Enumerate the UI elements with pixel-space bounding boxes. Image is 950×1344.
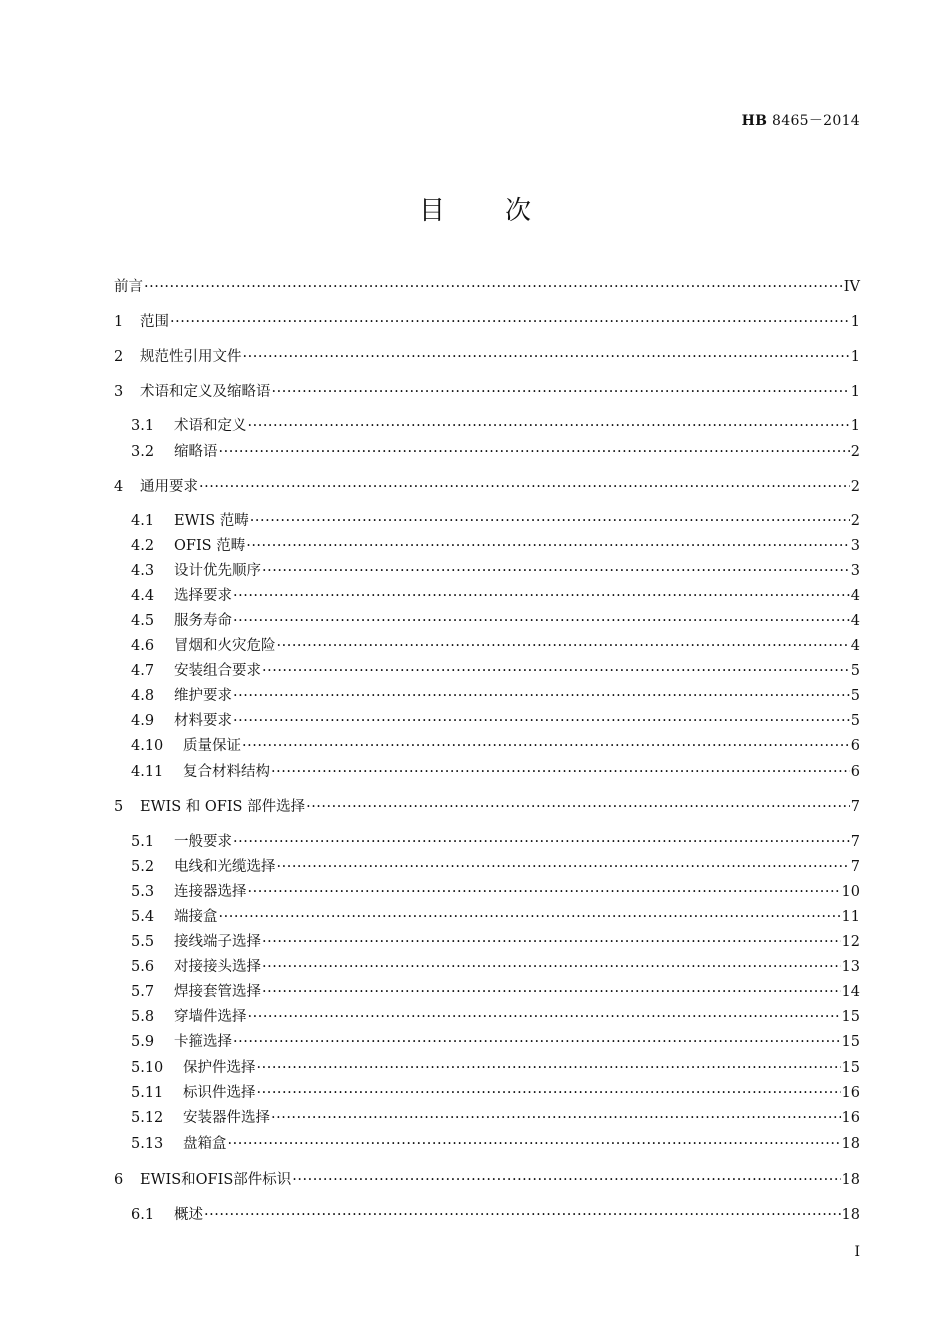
page-number: I — [854, 1244, 860, 1260]
toc-entry-title: 复合材料结构 — [183, 764, 270, 780]
toc-entry-number: 6.1 — [131, 1207, 155, 1223]
toc-entry-number: 1 — [114, 314, 124, 330]
toc-entry-number: 3.2 — [131, 444, 155, 460]
toc-entry-number: 3.1 — [131, 418, 155, 434]
dot-leader — [219, 444, 850, 460]
dot-leader — [233, 688, 850, 704]
toc-entry[interactable] — [131, 509, 860, 529]
toc-entry-number: 2 — [114, 349, 124, 365]
toc-entry-title: 质量保证 — [183, 738, 241, 754]
dot-leader — [233, 713, 850, 729]
title-char-2: 次 — [505, 196, 532, 226]
toc-entry-title: 材料要求 — [174, 713, 232, 729]
toc-entry[interactable] — [131, 634, 860, 654]
toc-entry-number: 4 — [114, 479, 124, 495]
toc-entry-page: 7 — [850, 859, 860, 875]
toc-entry-number: 5.5 — [131, 934, 155, 950]
toc-entry-title: 对接接头选择 — [174, 959, 261, 975]
toc-entry-number: 5.6 — [131, 959, 155, 975]
toc-entry-page: 7 — [850, 799, 860, 815]
toc-entry-page: 13 — [841, 959, 860, 975]
toc-entry-title: 安装器件选择 — [183, 1110, 270, 1126]
toc-entry-title: 电线和光缆选择 — [174, 859, 276, 875]
toc-entry-page: 4 — [850, 588, 860, 604]
dot-leader — [271, 1110, 841, 1126]
toc-entry-number: 5 — [114, 799, 124, 815]
toc-entry-number: 5.2 — [131, 859, 155, 875]
toc-entry-page: 4 — [850, 638, 860, 654]
toc-entry-number: 5.1 — [131, 834, 155, 850]
toc-entry-number: 5.4 — [131, 909, 155, 925]
toc-entry-title: 冒烟和火灾危险 — [174, 638, 276, 654]
toc-entry[interactable] — [131, 734, 860, 754]
toc-entry-title: 术语和定义及缩略语 — [140, 384, 271, 400]
dot-leader — [243, 349, 850, 365]
toc-entry-number: 5.10 — [131, 1060, 164, 1076]
toc-entry-title: 前言 — [114, 279, 143, 295]
toc-entry[interactable] — [131, 980, 860, 1000]
toc-entry-number: 4.11 — [131, 764, 164, 780]
toc-entry-number: 5.11 — [131, 1085, 164, 1101]
toc-entry-title: 保护件选择 — [183, 1060, 256, 1076]
dot-leader — [248, 418, 850, 434]
dot-leader — [262, 934, 841, 950]
toc-entry-title: EWIS 和 OFIS 部件选择 — [140, 799, 306, 815]
toc-entry-page: 3 — [850, 563, 860, 579]
toc-entry-number: 5.8 — [131, 1009, 155, 1025]
toc-entry-title: 范围 — [140, 314, 169, 330]
dot-leader — [246, 538, 850, 554]
toc-entry-number: 4.3 — [131, 563, 155, 579]
toc-entry-page: 16 — [841, 1085, 860, 1101]
toc-entry-page: 7 — [850, 834, 860, 850]
toc-entry-page: 15 — [841, 1034, 860, 1050]
dot-leader — [257, 1060, 841, 1076]
toc-entry-number: 4.1 — [131, 513, 155, 529]
toc-entry-page: 14 — [841, 984, 860, 1000]
toc-entry-title: 盘箱盒 — [183, 1136, 227, 1152]
dot-leader — [262, 663, 850, 679]
toc-entry-page: 11 — [841, 909, 860, 925]
toc-entry-page: 3 — [850, 538, 860, 554]
dot-leader — [242, 738, 850, 754]
title-char-1: 目 — [418, 196, 445, 226]
toc-entry-number: 3 — [114, 384, 124, 400]
toc-entry-title: 设计优先顺序 — [174, 563, 261, 579]
toc-entry[interactable] — [114, 1168, 860, 1188]
toc-entry[interactable] — [131, 930, 860, 950]
toc-entry-page: 2 — [850, 479, 860, 495]
toc-entry-title: 缩略语 — [174, 444, 218, 460]
dot-leader — [248, 1009, 841, 1025]
toc-entry-title: 术语和定义 — [174, 418, 247, 434]
toc-entry[interactable] — [131, 534, 860, 554]
toc-entry-title: 卡箍选择 — [174, 1034, 232, 1050]
toc-entry[interactable] — [131, 760, 860, 780]
toc-entry-page: 5 — [850, 663, 860, 679]
toc-entry-page: 4 — [850, 613, 860, 629]
toc-entry[interactable] — [131, 1056, 860, 1076]
toc-entry-page: 1 — [850, 384, 860, 400]
dot-leader — [277, 859, 850, 875]
toc-entry-page: 12 — [841, 934, 860, 950]
toc-entry-number: 5.13 — [131, 1136, 164, 1152]
dot-leader — [199, 479, 850, 495]
toc-entry-page: 18 — [841, 1172, 860, 1188]
toc-entry-page: 10 — [841, 884, 860, 900]
dot-leader — [262, 563, 850, 579]
toc-entry-page: 1 — [850, 418, 860, 434]
toc-entry[interactable] — [131, 1106, 860, 1126]
toc-entry-page: 2 — [850, 444, 860, 460]
standard-code — [742, 110, 860, 130]
dot-leader — [262, 959, 841, 975]
dot-leader — [250, 513, 850, 529]
toc-entry-number: 4.8 — [131, 688, 155, 704]
toc-entry[interactable] — [131, 880, 860, 900]
dot-leader — [170, 314, 850, 330]
dot-leader — [272, 384, 850, 400]
toc-entry[interactable] — [114, 795, 860, 815]
dot-leader — [204, 1207, 841, 1223]
toc-entry[interactable] — [131, 709, 860, 729]
dot-leader — [292, 1172, 840, 1188]
toc-entry-page: 1 — [850, 314, 860, 330]
toc-entry[interactable] — [131, 559, 860, 579]
toc-entry-title: 服务寿命 — [174, 613, 232, 629]
toc-entry-number: 5.3 — [131, 884, 155, 900]
toc-entry-page: IV — [843, 279, 860, 295]
toc-entry-page: 18 — [841, 1136, 860, 1152]
toc-entry-title: OFIS 范畴 — [174, 538, 246, 554]
toc-entry[interactable] — [114, 345, 860, 365]
toc-entry[interactable] — [131, 955, 860, 975]
toc-entry[interactable] — [114, 275, 860, 295]
toc-entry-number: 6 — [114, 1172, 124, 1188]
toc-entry-page: 6 — [850, 738, 860, 754]
toc-entry[interactable] — [131, 414, 860, 434]
toc-entry-title: 概述 — [174, 1207, 203, 1223]
toc-entry-title: EWIS 范畴 — [174, 513, 249, 529]
toc-entry-page: 1 — [850, 349, 860, 365]
dot-leader — [233, 588, 850, 604]
toc-entry[interactable] — [114, 475, 860, 495]
toc-entry-number: 4.5 — [131, 613, 155, 629]
toc-entry[interactable] — [131, 659, 860, 679]
toc-entry[interactable] — [131, 830, 860, 850]
toc-entry-title: 维护要求 — [174, 688, 232, 704]
toc-entry-title: 标识件选择 — [183, 1085, 256, 1101]
dot-leader — [271, 764, 850, 780]
toc-entry-page: 15 — [841, 1009, 860, 1025]
dot-leader — [233, 1034, 841, 1050]
standard-code-prefix: HB — [741, 113, 768, 129]
toc-entry-title: 安装组合要求 — [174, 663, 261, 679]
toc-entry-title: 通用要求 — [140, 479, 198, 495]
dot-leader — [219, 909, 841, 925]
toc-entry[interactable] — [131, 440, 860, 460]
toc-entry-number: 5.12 — [131, 1110, 164, 1126]
toc-entry[interactable] — [114, 310, 860, 330]
toc-entry[interactable] — [131, 1203, 860, 1223]
toc-entry-page: 5 — [850, 713, 860, 729]
toc-entry-number: 4.6 — [131, 638, 155, 654]
toc-entry[interactable] — [131, 684, 860, 704]
dot-leader — [262, 984, 841, 1000]
toc-entry-title: 端接盒 — [174, 909, 218, 925]
toc-entry-number: 5.7 — [131, 984, 155, 1000]
toc-entry-title: 连接器选择 — [174, 884, 247, 900]
dot-leader — [248, 884, 841, 900]
toc-entry-number: 4.7 — [131, 663, 155, 679]
toc-entry-page: 6 — [850, 764, 860, 780]
toc-entry-page: 2 — [850, 513, 860, 529]
toc-entry-title: 穿墙件选择 — [174, 1009, 247, 1025]
toc-entry-title: 焊接套管选择 — [174, 984, 261, 1000]
toc-entry[interactable] — [114, 380, 860, 400]
toc-entry[interactable] — [131, 905, 860, 925]
toc-entry-number: 4.9 — [131, 713, 155, 729]
toc-entry-page: 16 — [841, 1110, 860, 1126]
page-title — [0, 190, 950, 227]
toc-entry-number: 5.9 — [131, 1034, 155, 1050]
toc-entry-title: 选择要求 — [174, 588, 232, 604]
toc-entry[interactable] — [131, 584, 860, 604]
dot-leader — [277, 638, 850, 654]
toc-entry-title: EWIS和OFIS部件标识 — [140, 1172, 292, 1188]
toc-entry-number: 4.4 — [131, 588, 155, 604]
toc-entry[interactable] — [131, 1132, 860, 1152]
dot-leader — [228, 1136, 841, 1152]
dot-leader — [233, 834, 850, 850]
toc-entry-page: 5 — [850, 688, 860, 704]
dot-leader — [233, 613, 850, 629]
toc-entry[interactable] — [131, 1030, 860, 1050]
dot-leader — [306, 799, 850, 815]
dot-leader — [144, 279, 843, 295]
toc-entry-title: 接线端子选择 — [174, 934, 261, 950]
toc-entry-number: 4.10 — [131, 738, 164, 754]
standard-code-number: 8465－2014 — [767, 113, 860, 129]
toc-entry-title: 一般要求 — [174, 834, 232, 850]
toc-entry-page: 15 — [841, 1060, 860, 1076]
toc-entry-title: 规范性引用文件 — [140, 349, 242, 365]
toc-entry[interactable] — [131, 855, 860, 875]
toc-entry[interactable] — [131, 1081, 860, 1101]
toc-entry-page: 18 — [841, 1207, 860, 1223]
dot-leader — [257, 1085, 841, 1101]
toc-entry-number: 4.2 — [131, 538, 155, 554]
toc-entry[interactable] — [131, 609, 860, 629]
toc-entry[interactable] — [131, 1005, 860, 1025]
